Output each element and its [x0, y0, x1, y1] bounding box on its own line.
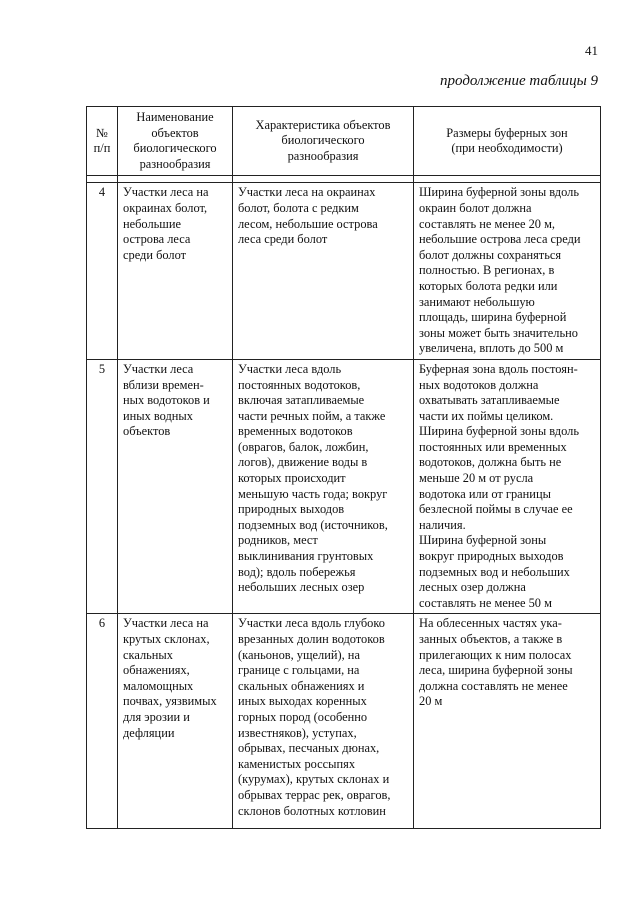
- text-line: небольшие: [123, 216, 181, 231]
- text-line: Участки леса вдоль глубоко: [238, 616, 385, 631]
- text-line: разнообразия: [139, 156, 211, 171]
- header-buffer-size: [414, 107, 601, 176]
- text-line: родников, мест: [238, 533, 318, 548]
- text-line: которых болота редки или: [419, 278, 558, 293]
- text-line: леса среди болот: [238, 232, 328, 247]
- text-line: меньшую часть года; вокруг: [238, 486, 388, 501]
- text-line: части их поймы целиком.: [419, 408, 554, 423]
- text-line: безлесной поймы в случае ее: [419, 502, 573, 517]
- text-line: (оврагов, балок, ложбин,: [238, 439, 369, 454]
- text-line: охватывать затапливаемые: [419, 393, 560, 408]
- text-line: полностью. В регионах, в: [419, 263, 555, 278]
- text-line: болот, болота с редким: [238, 200, 359, 215]
- header-object-name: [118, 107, 233, 176]
- text-line: иных выходах коренных: [238, 694, 367, 709]
- text-line: небольшие острова леса среди: [419, 232, 581, 247]
- text-line: постоянных или временных: [419, 439, 567, 454]
- text-line: (курумах), крутых склонах и: [238, 772, 390, 787]
- text-line: болот должны сохраняться: [419, 247, 562, 262]
- text-line: объектов: [123, 424, 171, 439]
- text-line: окраин болот должна: [419, 200, 532, 215]
- text-line: Размеры буферных зон: [446, 125, 568, 140]
- text-line: обрывах террас рек, оврагов,: [238, 787, 391, 802]
- header-characteristic: [233, 107, 414, 176]
- object-name-cell: [118, 614, 233, 829]
- text-line: лесных озер должна: [419, 580, 526, 595]
- text-line: зоны может быть значительно: [419, 325, 578, 340]
- buffer-zones-table: [86, 106, 601, 829]
- text-line: которых происходит: [238, 471, 346, 486]
- text-line: скальных: [123, 647, 173, 662]
- text-line: Ширина буферной зоны вдоль: [419, 185, 579, 200]
- text-line: среди болот: [123, 247, 187, 262]
- text-line: лесом, небольшие острова: [238, 216, 378, 231]
- text-line: Ширина буферной зоны вдоль: [419, 424, 579, 439]
- text-line: водотоков, должна быть не: [419, 455, 562, 470]
- text-line: водотока или от границы: [419, 486, 551, 501]
- text-line: разнообразия: [287, 148, 359, 163]
- table-row: [87, 614, 601, 829]
- text-line: (каньонов, ущелий), на: [238, 647, 360, 662]
- text-line: склонов болотных котловин: [238, 803, 386, 818]
- text-line: части речных пойм, а также: [238, 408, 386, 423]
- text-line: биологического: [281, 133, 365, 148]
- object-name-cell: [118, 359, 233, 614]
- buffer-size-cell: [414, 359, 601, 614]
- text-line: составлять не менее 20 м,: [419, 216, 556, 231]
- header-number: [87, 107, 118, 176]
- text-line: занимают небольшую: [419, 294, 535, 309]
- row-number: 4: [87, 183, 118, 360]
- text-line: меньше 20 м от русла: [419, 471, 534, 486]
- text-line: известняков), уступах,: [238, 725, 357, 740]
- characteristic-cell: [233, 183, 414, 360]
- text-line: острова леса: [123, 232, 191, 247]
- text-line: временных водотоков: [238, 424, 353, 439]
- text-line: площадь, ширина буферной: [419, 310, 567, 325]
- characteristic-cell: [233, 359, 414, 614]
- text-line: Участки леса вдоль: [238, 361, 342, 376]
- text-line: Ширина буферной зоны: [419, 533, 547, 548]
- page-number: 41: [585, 43, 598, 58]
- text-line: должна составлять не менее: [419, 678, 568, 693]
- text-line: вблизи времен-: [123, 377, 204, 392]
- text-line: иных водных: [123, 408, 193, 423]
- text-line: п/п: [93, 141, 111, 156]
- text-line: На облесенных частях ука-: [419, 616, 562, 631]
- text-line: границе с гольцами, на: [238, 663, 360, 678]
- text-line: Участки леса на: [123, 616, 209, 631]
- table-row: [87, 183, 601, 360]
- text-line: леса, ширина буферной зоны: [419, 663, 573, 678]
- text-line: Участки леса на: [123, 185, 209, 200]
- table-header-row: [87, 107, 601, 176]
- text-line: (при необходимости): [451, 141, 563, 156]
- text-line: прилегающих к ним полосах: [419, 647, 572, 662]
- row-number: 5: [87, 359, 118, 614]
- text-line: маломощных: [123, 678, 194, 693]
- text-line: для эрозии и: [123, 709, 190, 724]
- table-row: [87, 359, 601, 614]
- buffer-size-cell: [414, 183, 601, 360]
- text-line: вокруг природных выходов: [419, 549, 564, 564]
- text-line: составлять не менее 50 м: [419, 595, 552, 610]
- text-line: крутых склонах,: [123, 632, 210, 646]
- row-number: 6: [87, 614, 118, 829]
- text-line: обрывах, песчаных дюнах,: [238, 741, 380, 756]
- text-line: вод); вдоль побережья: [238, 564, 356, 579]
- text-line: дефляции: [123, 725, 175, 740]
- text-line: окраинах болот,: [123, 200, 208, 215]
- text-line: Буферная зона вдоль постоян-: [419, 361, 578, 376]
- text-line: каменистых россыпях: [238, 756, 356, 771]
- object-name-cell: [118, 183, 233, 360]
- text-line: природных выходов: [238, 502, 345, 517]
- text-line: №: [96, 125, 108, 140]
- text-line: ных водотоков должна: [419, 377, 539, 392]
- text-line: занных объектов, а также в: [419, 632, 563, 646]
- text-line: подземных вод и небольших: [419, 564, 570, 579]
- header-spacer-row: [87, 176, 601, 183]
- buffer-size-cell: [414, 614, 601, 829]
- text-line: врезанных долин водотоков: [238, 632, 385, 646]
- text-line: Характеристика объектов: [255, 117, 391, 132]
- text-line: почвах, уязвимых: [123, 694, 217, 709]
- text-line: Наименование: [136, 110, 214, 124]
- text-line: включая затапливаемые: [238, 393, 365, 408]
- text-line: Участки леса на окраинах: [238, 185, 376, 200]
- text-line: объектов: [151, 125, 199, 140]
- characteristic-cell: [233, 614, 414, 829]
- text-line: 20 м: [419, 694, 443, 709]
- text-line: выклинивания грунтовых: [238, 549, 374, 564]
- text-line: подземных вод (источников,: [238, 517, 388, 532]
- text-line: постоянных водотоков,: [238, 377, 361, 392]
- text-line: обнажениях,: [123, 663, 190, 678]
- text-line: горных пород (особенно: [238, 709, 368, 724]
- text-line: увеличена, вплоть до 500 м: [419, 341, 564, 356]
- text-line: логов), движение воды в: [238, 455, 368, 470]
- table-continuation-label: продолжение таблицы 9: [440, 73, 598, 89]
- text-line: небольших лесных озер: [238, 580, 365, 595]
- text-line: ных водотоков и: [123, 393, 210, 408]
- text-line: скальных обнажениях и: [238, 678, 365, 693]
- text-line: Участки леса: [123, 361, 194, 376]
- text-line: наличия.: [419, 517, 466, 532]
- text-line: биологического: [133, 141, 217, 156]
